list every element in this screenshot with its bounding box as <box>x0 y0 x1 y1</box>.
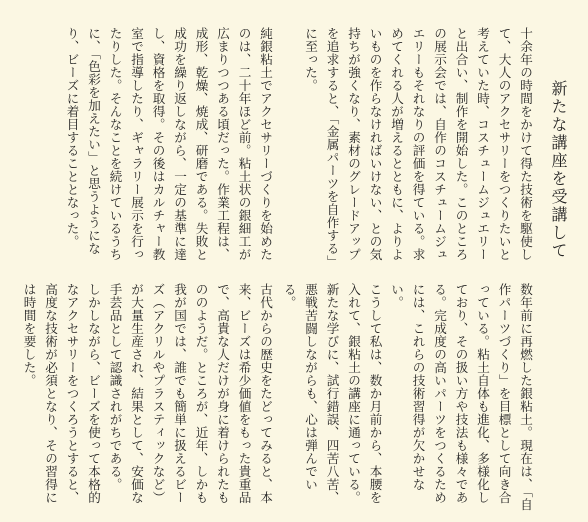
paragraph: こうして私は、数か月前から、本腰を入れて、銀粘土の講座に通っている。新たな学びに、試行錯誤、四苦八苦、悪戦苦闘しながらも、心は弾んでいる。 <box>281 283 383 504</box>
paragraph: しかしながら、ビーズを使って本格的なアクセサリーをつくろうとすると、高度な技術が必須となり、その習得には時間を要した。 <box>21 283 101 504</box>
text-column-upper-right <box>300 27 537 267</box>
text-column-lower-right <box>278 283 536 511</box>
paragraph: 古代からの歴史をたどってみると、本来、ビーズは希少価値をもった貴重品で、高貴な人だけが身に着けられたもののようだ。ところが、近年、しかも我が国では、誰でも簡単に扱えるビーズ（アクリルやプラスティックなど）が大量生産され、結果として、安価な手芸品として認識されがちである。 <box>107 283 273 504</box>
page-title: 新たな講座を受講して <box>549 80 568 260</box>
paragraph: 純銀粘土でアクセサリーづくりを始めたのは、二十年ほど前。粘土状の銀細工が広まりつつある頃だった。作業工程は、成形、乾燥、焼成、研磨である。失敗と成功を繰り返しながら、一定の基準に達し、資格を取得。その後はカルチャー教室で指導したり、ギャラリー展示を行ったりした。そんなことを続けているうちに、「色彩を加えたい」と思うようになり、ビーズに着目することとなった。 <box>64 27 273 261</box>
paragraph: 十余年の時間をかけて得た技術を駆使して、大人のアクセサリーをつくりたいと考えていた時、コスチュームジュエリーと出合い、制作を開始した。このところの展示会では、自作のコスチュームジュエリーもそれなりの評価を得ている。求めてくれる人が増えるとともに、よりよいものを作らなければいけない、との気持ちが強くなり、素材のグレードアップを追求すると、「金属パーツを自作する」に至った。 <box>303 27 533 262</box>
paragraph: 数年前に再燃した銀粘土。現在は、「自作パーツづくり」を目標として向き合っている。粘土自体も進化、多様化しており、その扱い方や技法も様々である。完成度の高いパーツをつくるためには、これらの技術習得が欠かせない。 <box>389 283 533 511</box>
text-column-lower-left <box>18 283 276 511</box>
text-column-upper-left <box>61 27 276 267</box>
